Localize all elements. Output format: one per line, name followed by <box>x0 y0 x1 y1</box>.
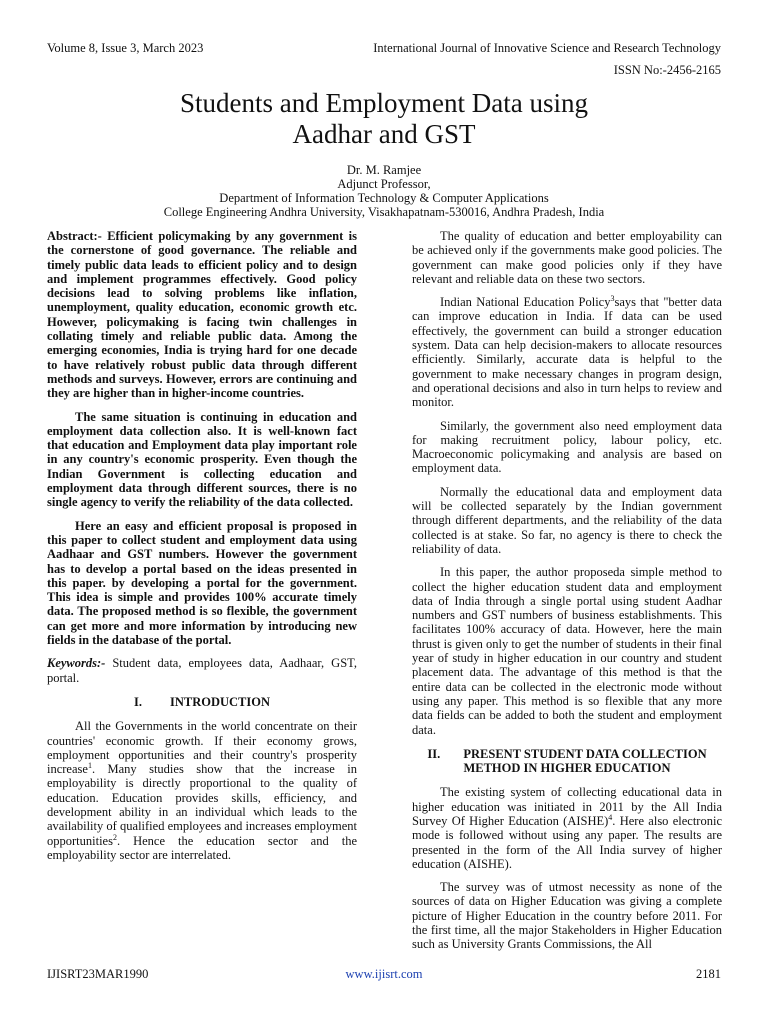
author-block <box>0 163 768 219</box>
header-journal-name: International Journal of Innovative Science and Research Technology <box>373 41 721 55</box>
section-2-heading: II. PRESENT STUDENT DATA COLLECTION METHOD IN HIGHER EDUCATION <box>427 746 707 776</box>
footer-page-number: 2181 <box>696 967 721 981</box>
title-line-2: Aadhar and GST <box>292 119 476 149</box>
author-role: Adjunct Professor, <box>337 177 431 191</box>
section-1-heading: I. INTRODUCTION <box>133 694 270 709</box>
footer-url-link[interactable]: www.ijisrt.com <box>345 967 423 981</box>
intro-paragraph-4: Similarly, the government also need employment data for making recruitment policy, labour policy, etc. Macroeconomic policymaking and analysis are based on employment data. <box>412 418 722 476</box>
footnote-ref-4[interactable]: 4 <box>608 812 613 822</box>
left-column <box>47 229 357 871</box>
intro-paragraph-3: Indian National Education Policy$^3$says that "better data can improve education in India. If data can be used effectively, the government can build a stronger education system. Data can help decision-makers to allocate resources efficiently. Similarly, accurate data is helpful to the government to make necessary changes in program design, and operational decisions and also in turn helps to review and monitor. <box>412 294 722 410</box>
abstract-paragraph-2: The same situation is continuing in education and employment data collection also. It is well-known fact that education and Employment data play important role in any country's economic prosperity. Even though the Indian Government is collecting education and employment data through different sources, there is no single agency to verify the reliability of the data collected. <box>47 409 357 510</box>
footnote-ref-2[interactable]: 2 <box>112 832 117 842</box>
right-column <box>412 229 722 961</box>
intro-paragraph-6: In this paper, the author proposeda simple method to collect the higher education student data and employment data of India through a single portal using student Aadhar numbers and GST numbers of business establishments. This facilitates 100% accuracy of data. However, here the main thrust is given only to get the number of students in their final year of study in higher education in our country and student placement data. The advantage of this method is that the entire data can be collected in the electronic mode without using any paper. This method is so flexible that any more data fields can be added to both the student and employment data. <box>412 565 722 737</box>
section-2-paragraph-1: The existing system of collecting educational data in higher education was initiated in 2011 by the All India Survey Of Higher Education (AISHE)$^4$. Here also electronic mode is followed without using any paper. The results are presented in the form of the All India survey of higher education (AISHE). <box>412 785 722 871</box>
abstract-paragraph-3: Here an easy and efficient proposal is proposed in this paper to collect student and employment data using Aadhaar and GST numbers. However the government has to develop a portal based on the ideas presented in this paper. by developing a portal for the government. This idea is simple and provides 100% accurate timely data. The proposed method is so flexible, the government can get more and more information by introducing new fields in the database of the portal. <box>47 518 357 648</box>
title-line-1: Students and Employment Data using <box>180 88 588 118</box>
paper-title <box>0 88 768 150</box>
abstract-label: Abstract:- <box>47 229 102 243</box>
header-volume: Volume 8, Issue 3, March 2023 <box>47 41 204 55</box>
footnote-ref-3[interactable]: 3 <box>610 294 615 304</box>
keywords-label: Keywords:- <box>47 656 106 671</box>
author-department: Department of Information Technology & Computer Applications <box>219 191 549 205</box>
intro-paragraph-5: Normally the educational data and employment data will be collected separately by the Indian government through different departments, and the reliability of the data collected is at stake. So far, no agency is there to check the reliability of data. <box>412 484 722 556</box>
header-issn: ISSN No:-2456-2165 <box>613 63 721 77</box>
footer-paper-id: IJISRT23MAR1990 <box>47 967 149 981</box>
footnote-ref-1[interactable]: 1 <box>87 760 92 770</box>
author-name: Dr. M. Ramjee <box>346 163 422 177</box>
section-2-paragraph-2: The survey was of utmost necessity as none of the sources of data on Higher Education was giving a complete picture of Higher Education in the country before 2011. For the first time, all the major Stakeholders in Higher Education such as University Grants Commissions, the All <box>412 880 722 952</box>
abstract-paragraph-1: Abstract:- Efficient policymaking by any government is the cornerstone of good governance. The reliable and timely public data leads to efficient policy and to design and implement programmes effectively. Good policy decisions lead to solving problems like inflation, unemployment, quality education, economic growth etc. However, policymaking is facing twin challenges in collating timely and reliable public data. Among the emerging economies, India is trying hard for one decade to have relatively robust public data through different methods and surveys. However, errors are continuing and they are higher than in higher-income countries. <box>47 229 357 401</box>
footer-url <box>0 967 768 982</box>
keywords: Keywords:- Student data, employees data, Aadhaar, GST, portal. <box>47 656 357 685</box>
intro-paragraph-1: All the Governments in the world concentrate on their countries' economic growth. If their economy grows, employment opportunities and their country's prosperity increase$^1$. Many studies show that the increase in employability is directly proportional to the quality of education. Education provides skills, efficiency, and development ability in an individual which leads to the availability of qualified employees and increases employment opportunities$^2$. Hence the education sector and the employability sector are interrelated. <box>47 719 357 862</box>
author-affiliation: College Engineering Andhra University, Visakhapatnam-530016, Andhra Pradesh, India <box>163 205 605 219</box>
intro-paragraph-2: The quality of education and better employability can be achieved only if the governments make good policies. The government can make good policies only if they have relevant and reliable data on these two sectors. <box>412 229 722 286</box>
